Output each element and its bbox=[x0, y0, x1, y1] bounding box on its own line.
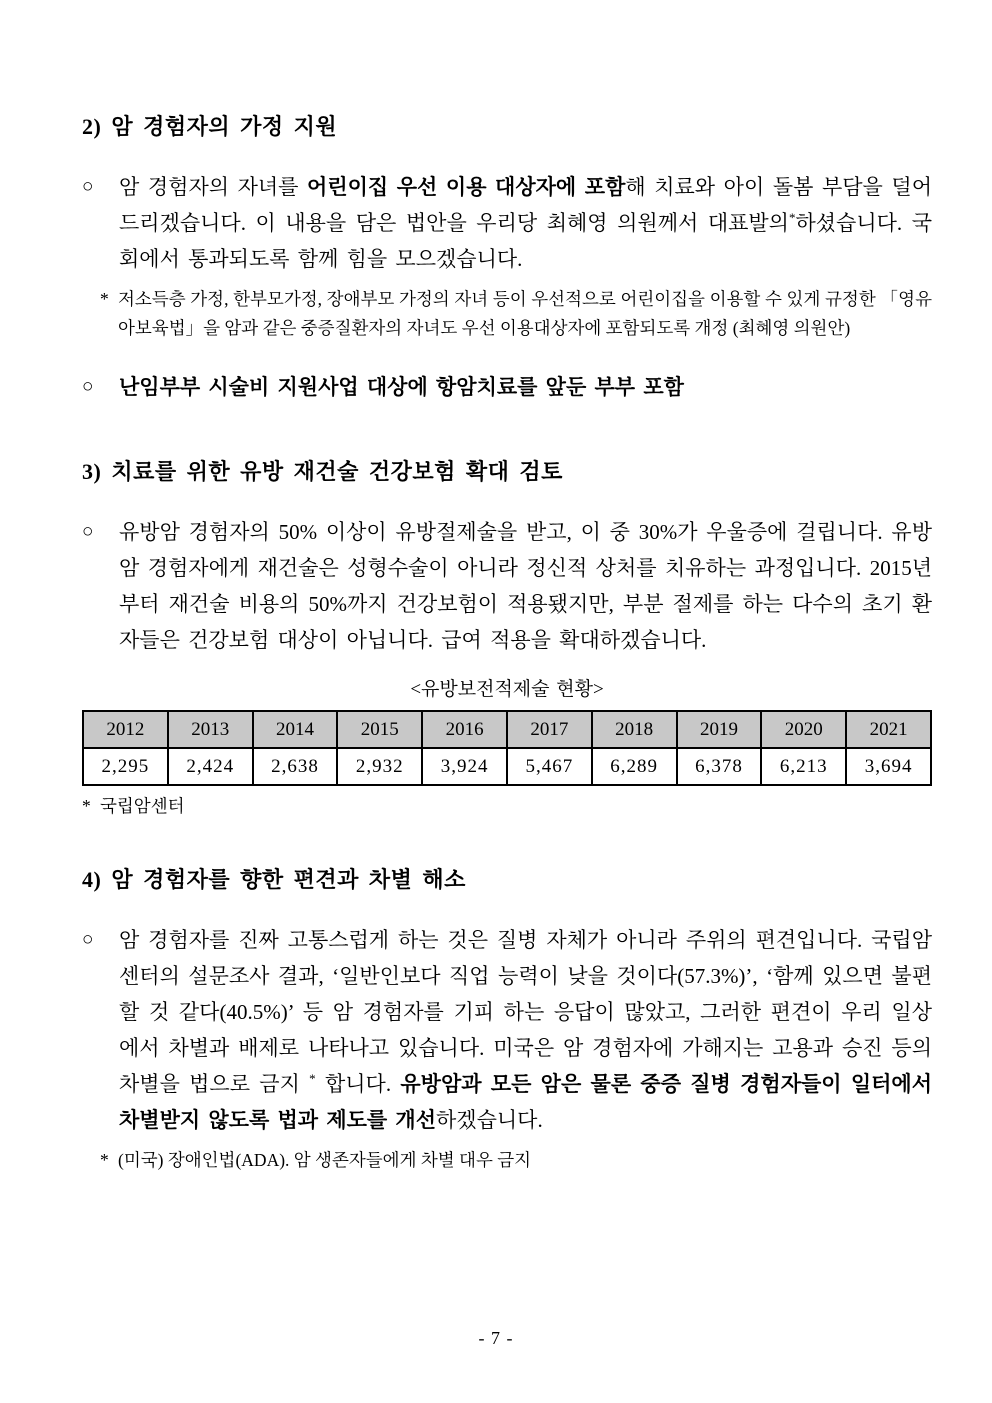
text-segment: 합니다. bbox=[315, 1072, 401, 1096]
text-segment: 해 치료와 아이 돌봄 부담을 덜어드리겠습니다. 이 내용을 담은 법안을 우리당 최혜영 의원께서 대표발의 bbox=[119, 175, 932, 235]
circle-bullet-icon: ○ bbox=[82, 521, 94, 542]
footnote-reference-mark: * bbox=[309, 1071, 316, 1086]
table-year-header-cell: 2014 bbox=[253, 711, 338, 748]
table-value-cell: 6,213 bbox=[761, 748, 846, 785]
asterisk-marker: * bbox=[100, 1150, 109, 1170]
section-2-bullet-2 bbox=[82, 369, 932, 405]
table-year-header-cell: 2019 bbox=[677, 711, 762, 748]
table-value-cell: 3,924 bbox=[422, 748, 507, 785]
bold-text-segment: 유방암과 모든 암은 물론 중증 질병 경험자들이 일터에서 차별받지 않도록 법과 제도를 개선 bbox=[119, 1072, 933, 1132]
table-source-text: 국립암센터 bbox=[100, 796, 185, 816]
page-number: - 7 - bbox=[478, 1328, 514, 1348]
section-3-bullet-1-text: 유방암 경험자의 50% 이상이 유방절제술을 받고, 이 중 30%가 우울증에 걸립니다. 유방암 경험자에게 재건술은 성형수술이 아니라 정신적 상처를 치유하는 과정입니다. 2015년부터 재건술 비용의 50%까지 건강보험이 적용됐지만, 부분 절제를 하는 다수의 초기 환자들은 건강보험 대상이 아닙니다. 급여 적용을 확대하겠습니다. bbox=[119, 520, 932, 652]
circle-bullet-icon: ○ bbox=[82, 929, 94, 950]
breast-surgery-stats-table bbox=[82, 710, 932, 786]
section-3-bullet-1 bbox=[82, 514, 932, 658]
section-2-bullet-1-text bbox=[119, 169, 932, 277]
circle-bullet-icon: ○ bbox=[82, 176, 94, 197]
section-2-bullet-1 bbox=[82, 169, 932, 277]
section-4-footnote-text: (미국) 장애인법(ADA). 암 생존자들에게 차별 대우 금지 bbox=[118, 1150, 532, 1170]
text-segment: 하셨습니다. 국회에서 통과되도록 함께 힘을 모으겠습니다. bbox=[119, 211, 933, 271]
table-title: <유방보전적제술 현황> bbox=[410, 679, 604, 700]
table-value-cell: 5,467 bbox=[507, 748, 592, 785]
table-value-cell: 2,638 bbox=[253, 748, 338, 785]
table-year-header-cell: 2012 bbox=[83, 711, 168, 748]
bold-text-segment: 어린이집 우선 이용 대상자에 포함 bbox=[307, 175, 626, 199]
text-segment: 암 경험자의 자녀를 bbox=[119, 175, 308, 199]
circle-bullet-icon: ○ bbox=[82, 376, 94, 397]
section-4-bullet-1-text bbox=[119, 922, 932, 1138]
asterisk-marker: * bbox=[82, 796, 91, 816]
table-value-cell: 6,289 bbox=[592, 748, 677, 785]
section-2-footnote bbox=[100, 285, 932, 343]
asterisk-marker: * bbox=[100, 289, 109, 309]
table-value-cell: 2,424 bbox=[168, 748, 253, 785]
footnote-reference-mark: * bbox=[788, 210, 796, 225]
table-value-cell: 3,694 bbox=[846, 748, 931, 785]
section-2-bullet-2-text: 난임부부 시술비 지원사업 대상에 항암치료를 앞둔 부부 포함 bbox=[119, 375, 684, 399]
table-source-note bbox=[82, 793, 932, 819]
section-4-bullet-1 bbox=[82, 922, 932, 1138]
table-year-header-cell: 2018 bbox=[592, 711, 677, 748]
section-4-heading: 4) 암 경험자를 향한 편견과 차별 해소 bbox=[82, 867, 466, 892]
table-value-cell: 2,932 bbox=[337, 748, 422, 785]
text-segment: 암 경험자를 진짜 고통스럽게 하는 것은 질병 자체가 아니라 주위의 편견입니다. 국립암센터의 설문조사 결과, ‘일반인보다 직업 능력이 낮을 것이다(57.3%)’, ‘함께 있으면 불편할 것 같다(40.5%)’ 등 암 경험자를 기피 하는 응답이 많았고, 그러한 편견이 우리 일상에서 차별과 배제로 나타나고 있습니다. 미국은 암 경험자에 가해지는 고용과 승진 등의 차별을 법으로 금지 bbox=[119, 928, 932, 1096]
table-year-header-cell: 2021 bbox=[846, 711, 931, 748]
section-2-footnote-text: 저소득층 가정, 한부모가정, 장애부모 가정의 자녀 등이 우선적으로 어린이집을 이용할 수 있게 규정한 「영유아보육법」을 암과 같은 중증질환자의 자녀도 우선 이용대상자에 포함되도록 개정 (최혜영 의원안) bbox=[118, 289, 932, 338]
table-year-header-cell: 2015 bbox=[337, 711, 422, 748]
table-year-header-cell: 2013 bbox=[168, 711, 253, 748]
table-year-header-cell: 2020 bbox=[761, 711, 846, 748]
table-header-row bbox=[83, 711, 931, 748]
table-year-header-cell: 2017 bbox=[507, 711, 592, 748]
section-2-heading: 2) 암 경험자의 가정 지원 bbox=[82, 114, 338, 139]
text-segment: 하겠습니다. bbox=[436, 1108, 543, 1132]
section-4-footnote bbox=[100, 1146, 932, 1175]
section-3-heading: 3) 치료를 위한 유방 재건술 건강보험 확대 검토 bbox=[82, 459, 563, 484]
table-value-row bbox=[83, 748, 931, 785]
table-value-cell: 2,295 bbox=[83, 748, 168, 785]
table-year-header-cell: 2016 bbox=[422, 711, 507, 748]
table-value-cell: 6,378 bbox=[677, 748, 762, 785]
